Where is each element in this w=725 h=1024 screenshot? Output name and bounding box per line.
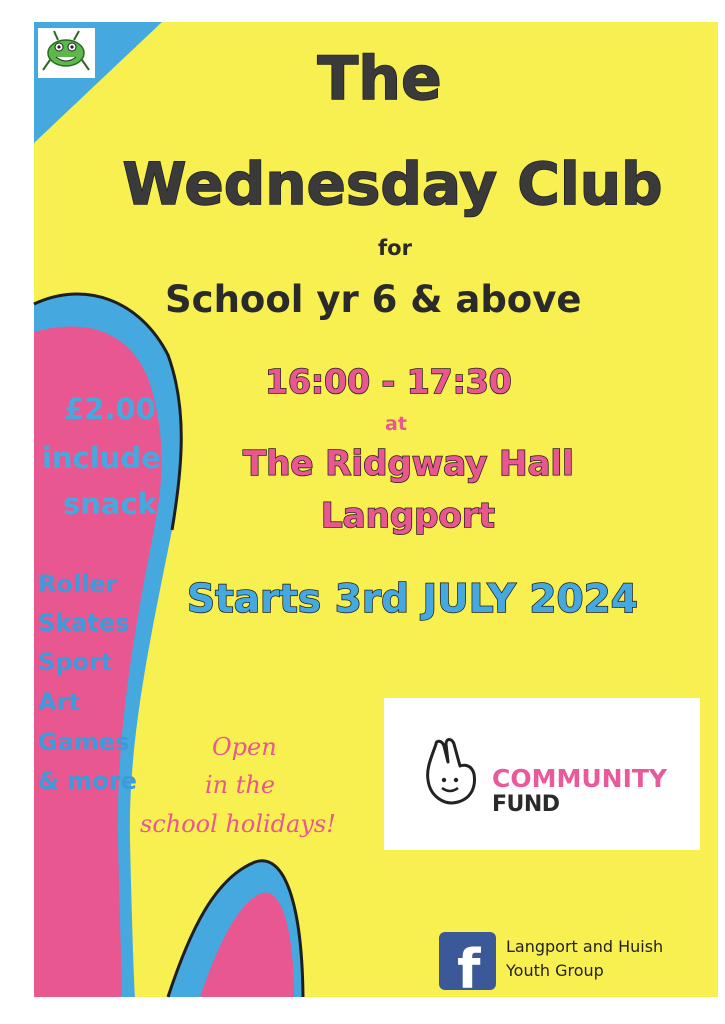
fund-line-1: COMMUNITY (492, 764, 668, 793)
facebook-glyph: f (457, 938, 481, 1001)
price-snack: snack (63, 487, 157, 521)
facebook-group-line-2: Youth Group (506, 961, 604, 980)
at-label: at (385, 413, 407, 435)
community-fund-logo (384, 698, 700, 850)
open-line-2: in the (205, 771, 276, 799)
open-line-1: Open (212, 733, 277, 761)
facebook-group-line-1: Langport and Huish (506, 937, 664, 956)
town-text: Langport (321, 496, 495, 536)
facebook-icon (439, 932, 496, 1001)
title-line-1: The (317, 44, 442, 114)
activity-item: Games (38, 728, 130, 756)
activity-item: Roller (38, 570, 118, 598)
activity-item: Sport (38, 648, 113, 676)
start-date-text: Starts 3rd JULY 2024 (187, 577, 638, 622)
price-amount: £2.00 (64, 392, 156, 426)
fund-line-2: FUND (492, 792, 560, 817)
audience-text: School yr 6 & above (165, 278, 582, 321)
venue-text: The Ridgway Hall (243, 444, 574, 484)
price-includes: includes (41, 441, 179, 475)
crossed-fingers-icon (414, 734, 494, 814)
time-text: 16:00 - 17:30 (265, 362, 512, 401)
activity-item: Skates (38, 609, 130, 637)
activity-item: & more (38, 767, 137, 795)
open-line-3: school holidays! (140, 810, 336, 838)
for-label: for (378, 236, 412, 260)
activity-item: Art (38, 688, 80, 716)
title-line-2: Wednesday Club (122, 150, 663, 218)
